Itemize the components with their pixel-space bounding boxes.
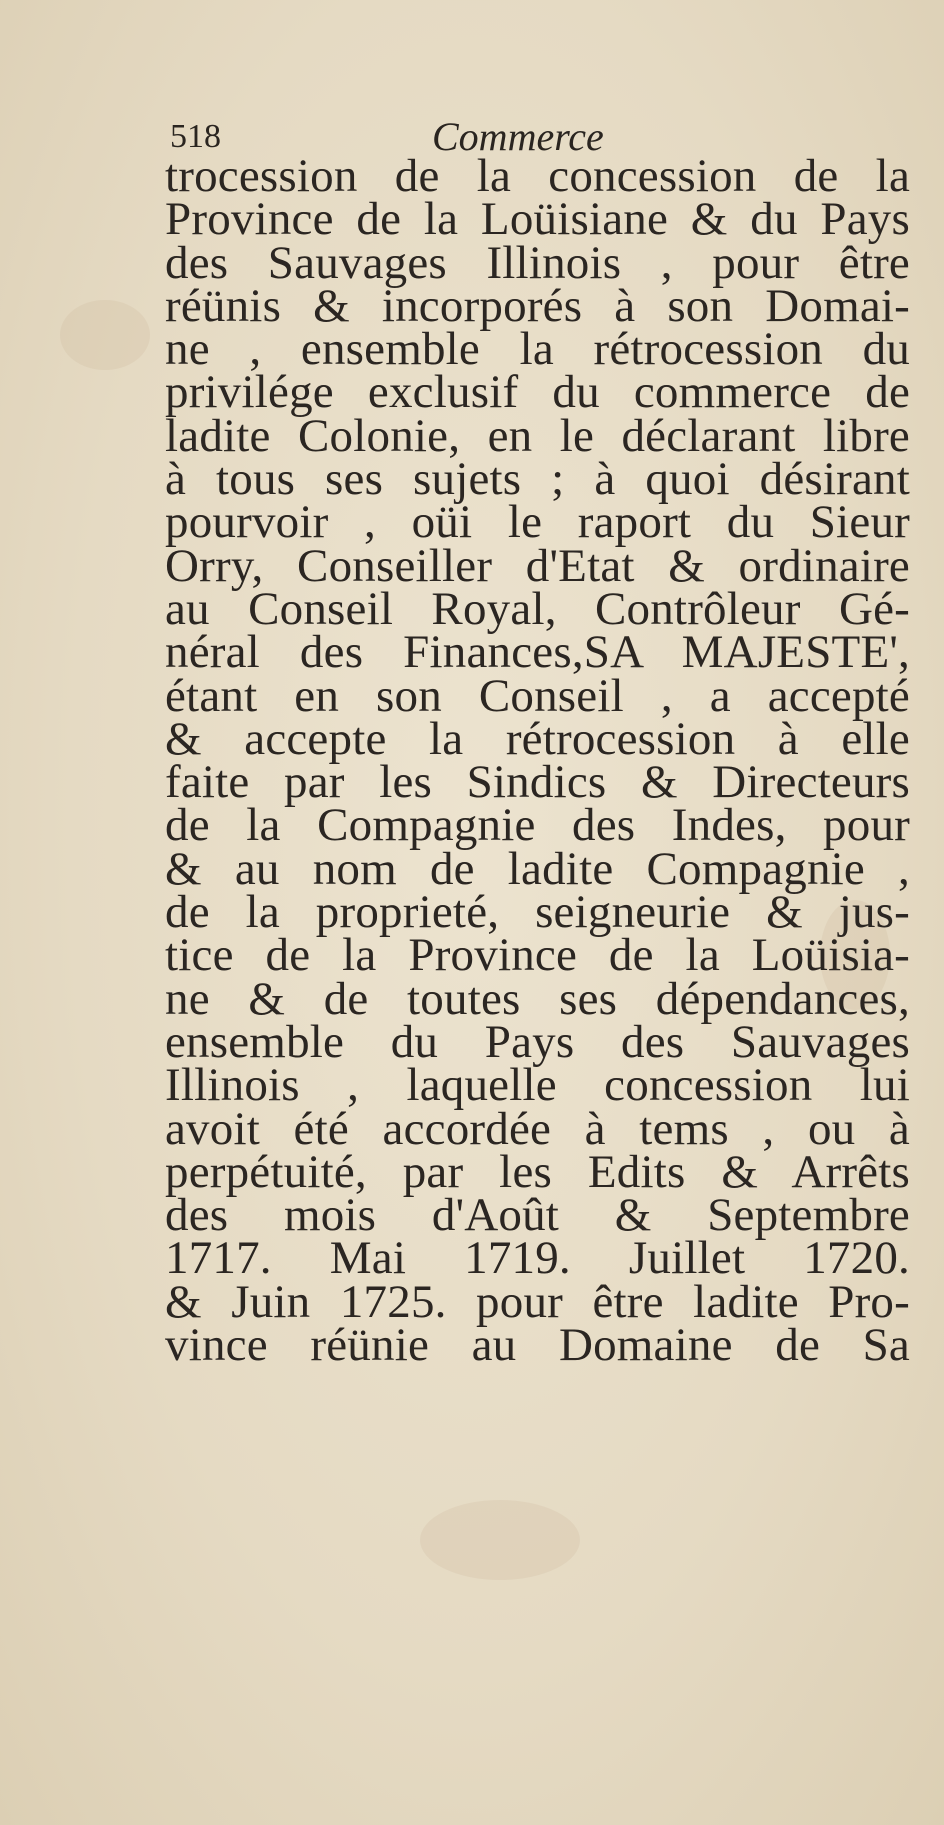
text-line: néral des Finances,SA MAJESTE', [165,626,910,679]
text-line: de la proprieté, seigneurie & jus- [165,886,910,939]
text-line: avoit été accordée à tems , ou à [165,1102,910,1155]
page-number: 518 [170,118,221,155]
running-head: Commerce [432,114,604,159]
text-line: privilége exclusif du commerce de [165,366,910,419]
text-line: ladite Colonie, en le déclarant libre [165,409,910,462]
paper-stain [60,300,150,370]
text-line: Illinois , laquelle concession lui [165,1059,910,1112]
text-line: réünis & incorporés à son Domai- [165,279,910,332]
text-line: à tous ses sujets ; à quoi désirant [165,453,910,506]
text-line: pourvoir , oüi le raport du Sieur [165,496,910,549]
text-line: ensemble du Pays des Sauvages [165,1015,910,1068]
text-line: trocession de la concession de la [165,150,910,202]
text-line: & accepte la rétrocession à elle [165,712,910,765]
text-line: des mois d'Août & Septembre [165,1189,910,1242]
text-line: Province de la Loüisiane & du Pays [165,193,910,246]
text-line: 1717. Mai 1719. Juillet 1720. [165,1232,910,1285]
text-line: au Conseil Royal, Contrôleur Gé- [165,582,910,635]
text-line: ne , ensemble la rétrocession du [165,323,910,376]
text-line: étant en son Conseil , a accepté [165,669,910,722]
text-line: vince réünie au Domaine de Sa [165,1319,910,1372]
text-line: des Sauvages Illinois , pour être [165,236,910,289]
text-line: tice de la Province de la Loüisia- [165,929,910,982]
body-text [165,150,910,1372]
text-line: perpétuité, par les Edits & Arrêts [165,1145,910,1198]
text-line: & Juin 1725. pour être ladite Pro- [165,1275,910,1328]
text-line: faite par les Sindics & Directeurs [165,756,910,809]
paper-stain [420,1500,580,1580]
text-line: Orry, Conseiller d'Etat & ordinaire [165,539,910,592]
text-line: & au nom de ladite Compagnie , [165,842,910,895]
text-line: de la Compagnie des Indes, pour [165,799,910,852]
text-line: ne & de toutes ses dépendances, [165,972,910,1025]
